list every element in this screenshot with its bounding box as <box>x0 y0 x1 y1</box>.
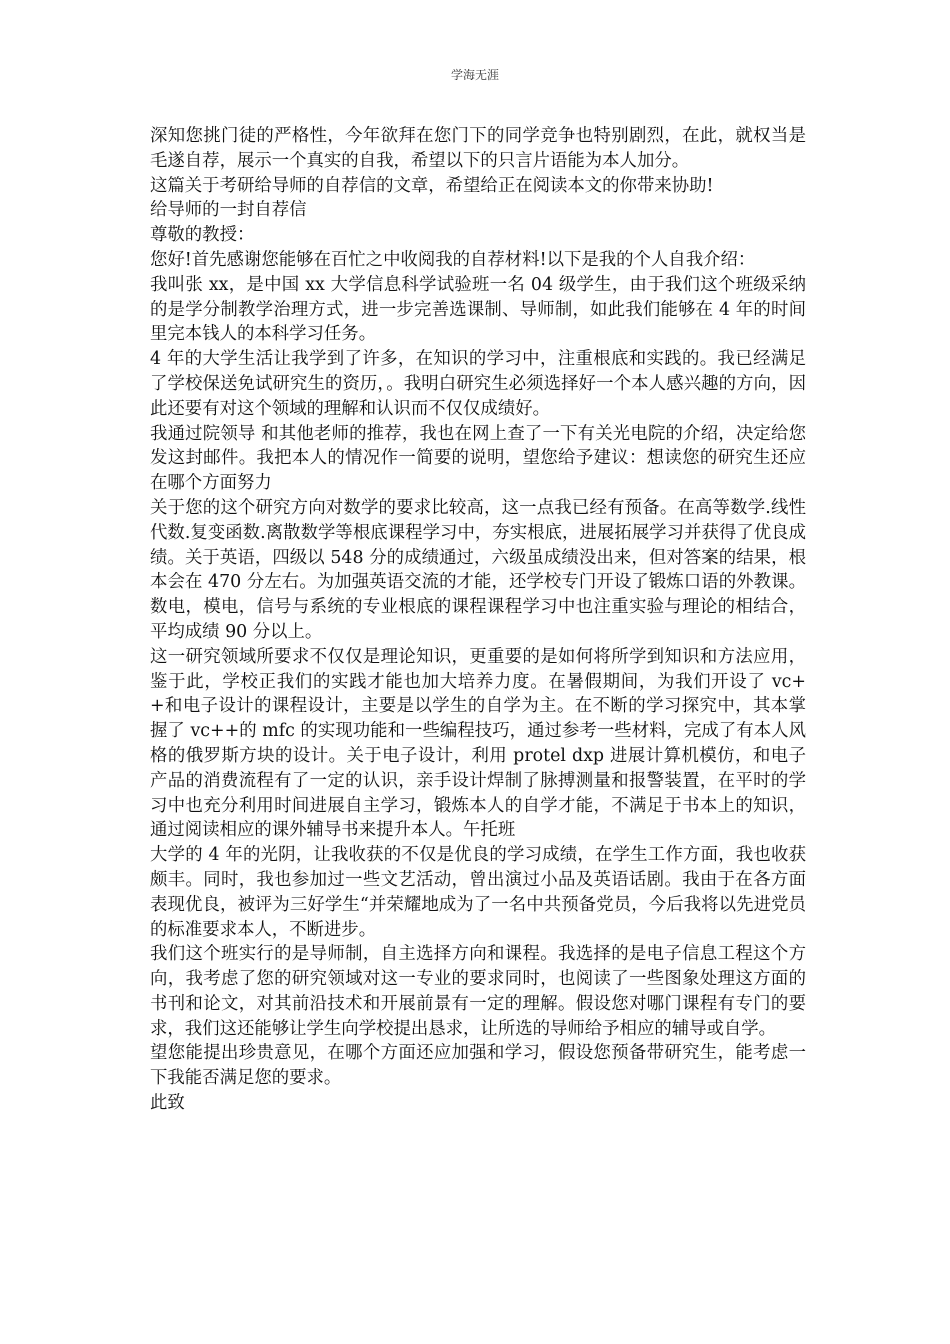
letter-title: 给导师的一封自荐信 <box>150 200 307 221</box>
paragraph-tutor-system: 我们这个班实行的是导师制，自主选择方向和课程。我选择的是电子信息工程这个方向，我考虑了您的研究领域对这一专业的要求同时，也阅读了一些图象处理这方面的书刊和论文，对其前沿技术和开展前景有一定的理解。假设您对哪门课程有专门的要求，我们这还能够让学生向学校提出恳求，让所选的导师给予相应的辅导或自学。 <box>150 944 806 1039</box>
letter-body <box>150 124 806 1116</box>
paragraph-request: 望您能提出珍贵意见，在哪个方面还应加强和学习，假设您预备带研究生，能考虑一下我能否满足您的要求。 <box>150 1043 806 1089</box>
paragraph-practice: 这一研究领域所要求不仅仅是理论知识，更重要的是如何将所学到知识和方法应用，鉴于此，学校正我们的实践才能也加大培养力度。在暑假期间，为我们开设了 vc++和电子设计的课程设计，主要是以学生的自学为主。在不断的学习探究中，其本掌握了 vc++的 mfc 的实现功能和一些编程技巧，通过参考一些材料，完成了有本人风格的俄罗斯方块的设计。关于电子设计，利用 protel dxp 进展计算机模仿，和电子产品的消费流程有了一定的认识，亲手设计焊制了脉搏测量和报警装置，在平时的学习中也充分利用时间进展自主学习，锻炼本人的自学才能，不满足于书本上的知识，通过阅读相应的课外辅导书来提升本人。午托班 <box>150 646 806 841</box>
paragraph-university-life: 4 年的大学生活让我学到了许多，在知识的学习中，注重根底和实践的。我已经满足了学校保送免试研究生的资历，。我明白研究生必须选择好一个本人感兴趣的方向，因此还要有对这个领域的理解和认识而不仅仅成绩好。 <box>150 349 806 419</box>
paragraph-recommendation: 我通过院领导 和其他老师的推荐，我也在网上查了一下有关光电院的介绍，决定给您发这封邮件。我把本人的情况作一简要的说明，望您给予建议：想读您的研究生还应在哪个方面努力 <box>150 423 806 494</box>
paragraph-student-work: 大学的 4 年的光阴，让我收获的不仅是优良的学习成绩，在学生工作方面，我也收获颇丰。同时，我也参加过一些文艺活动，曾出演过小品及英语话剧。我由于在各方面表现优良，被评为三好学生“并荣耀地成为了一名中共预备党员，今后我将以先进党员的标准要求本人，不断进步。 <box>150 845 806 940</box>
paragraph-self-intro: 我叫张 xx，是中国 xx 大学信息科学试验班一名 04 级学生，由于我们这个班级采纳的是学分制教学治理方式，进一步完善选课制、导师制，如此我们能够在 4 年的时间里完本钱人的本科学习任务。 <box>150 274 806 345</box>
paragraph-math-english: 关于您的这个研究方向对数学的要求比较高，这一点我已经有预备。在高等数学.线性代数.复变函数.离散数学等根底课程学习中，夯实根底，进展拓展学习并获得了优良成绩。关于英语，四级以 548 分的成绩通过，六级虽成绩没出来，但对答案的结果，根本会在 470 分左右。为加强英语交流的才能，还学校专门开设了锻炼口语的外教课。数电，模电，信号与系统的专业根底的课程课程学习中也注重实验与理论的相结合，平均成绩 90 分以上。 <box>150 497 806 642</box>
paragraph-greeting: 您好!首先感谢您能够在百忙之中收阅我的自荐材料!以下是我的个人自我介绍： <box>150 249 756 270</box>
paragraph-intro: 深知您挑门徒的严格性，今年欲拜在您门下的同学竞争也特别剧烈，在此，就权当是毛遂自荐，展示一个真实的自我，希望以下的只言片语能为本人加分。 <box>150 126 806 171</box>
closing: 此致 <box>150 1093 185 1114</box>
salutation: 尊敬的教授： <box>150 225 255 246</box>
page-header: 学海无涯 <box>450 68 499 82</box>
paragraph-article-note: 这篇关于考研给导师的自荐信的文章，希望给正在阅读本文的你带来协助! <box>150 175 714 196</box>
